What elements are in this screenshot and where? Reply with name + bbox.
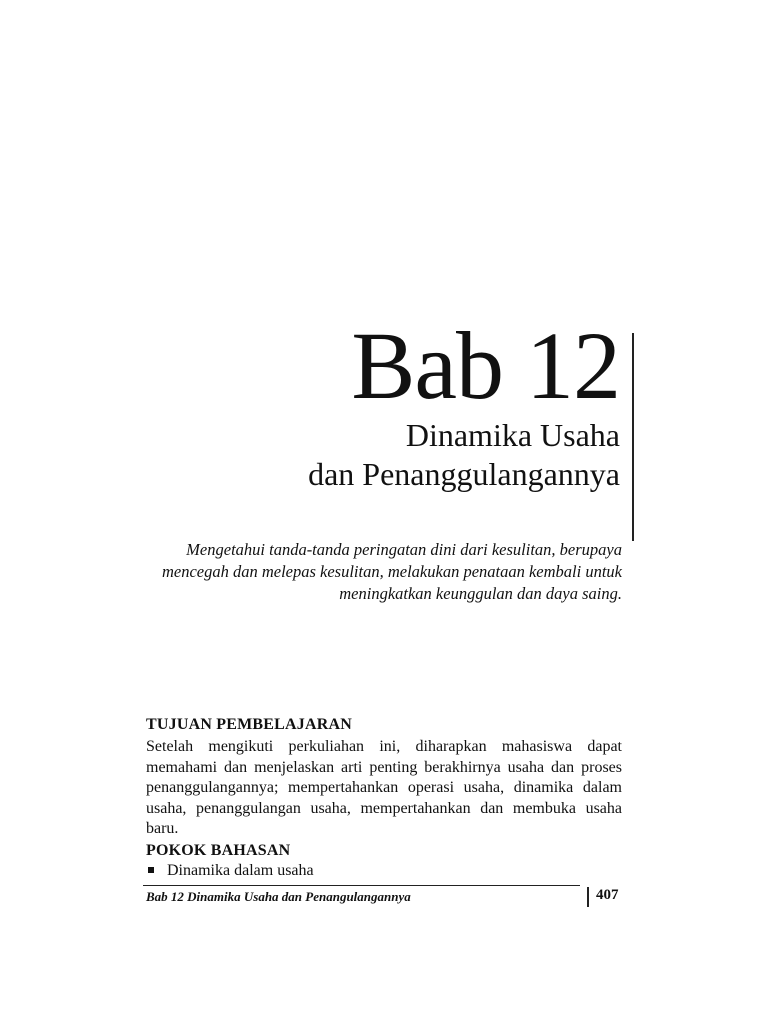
footer-running-title: Bab 12 Dinamika Usaha dan Penangulangannya — [146, 889, 411, 904]
topic-label: Dinamika dalam usaha — [167, 862, 314, 879]
square-bullet-icon — [148, 867, 154, 873]
list-item — [146, 861, 314, 881]
chapter-heading-block — [308, 312, 620, 494]
chapter-title-line-1: Dinamika Usaha — [405, 417, 620, 453]
objectives-text: Setelah mengikuti perkuliahan ini, diharapkan mahasiswa dapat memahami dan menjelaskan arti penting berakhirnya usaha dan proses penanggulangannya; mempertahankan operasi usaha, dinamika dalam usaha, penanggulangan usaha, mempertahankan dan membuka usaha baru. — [146, 738, 622, 837]
page-number: 407 — [596, 887, 619, 903]
topics-heading: POKOK BAHASAN — [146, 842, 291, 859]
footer-divider — [587, 887, 589, 907]
footer-rule — [143, 885, 580, 886]
chapter-abstract: Mengetahui tanda-tanda peringatan dini dari kesulitan, berupaya mencegah dan melepas kesulitan, melakukan penataan kembali untuk meningkatkan keunggulan dan daya saing. — [161, 540, 622, 603]
chapter-title-line-2: dan Penanggulangannya — [308, 456, 620, 493]
chapter-vertical-rule — [632, 333, 634, 541]
chapter-title — [308, 416, 620, 494]
chapter-number: Bab 12 — [351, 312, 620, 419]
topics-list — [146, 861, 314, 881]
objectives-heading: TUJUAN PEMBELAJARAN — [146, 716, 353, 733]
